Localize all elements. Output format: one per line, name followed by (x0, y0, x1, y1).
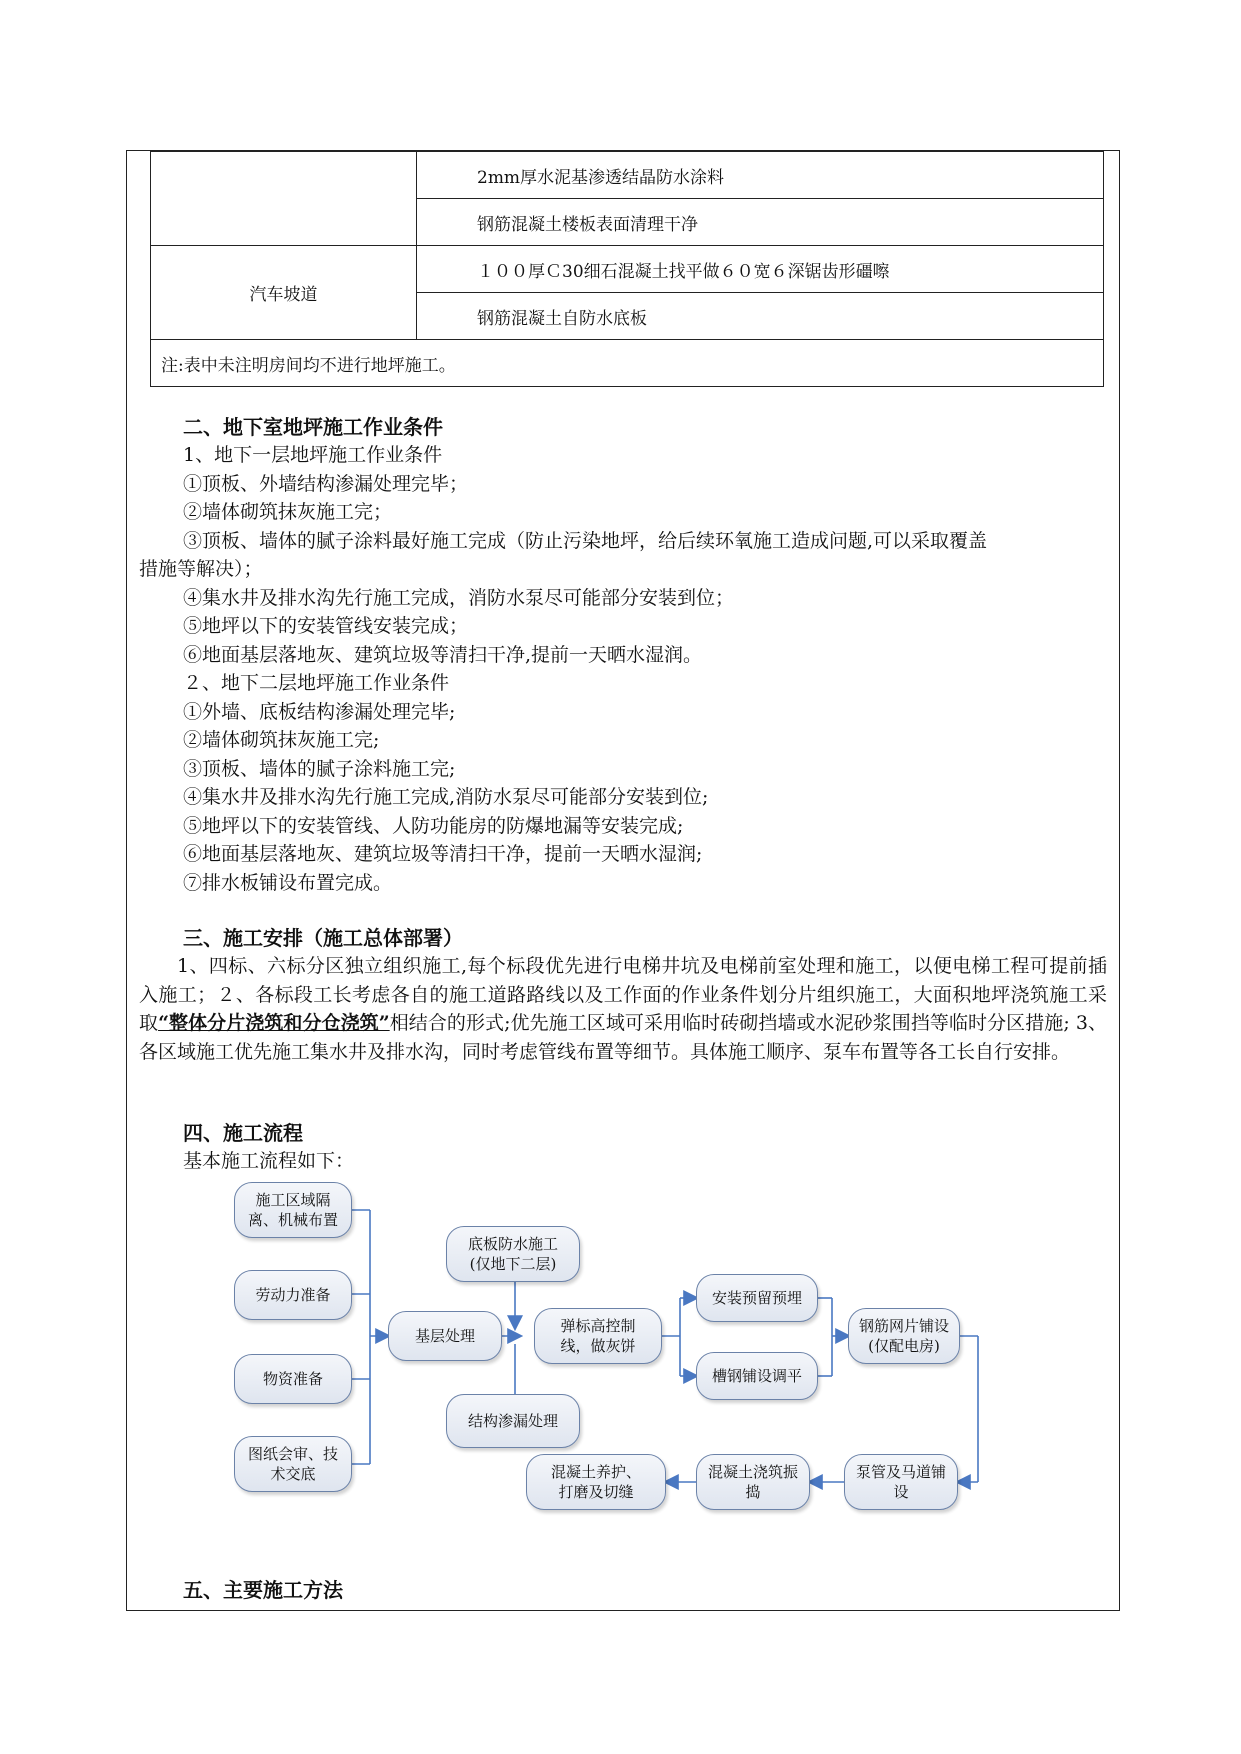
condition-item: ①外墙、底板结构渗漏处理完毕; (183, 701, 456, 723)
condition-item: ②墙体砌筑抹灰施工完； (183, 501, 393, 523)
flow-node-curing: 混凝土养护、 打磨及切缝 (526, 1454, 666, 1510)
table-cell-right: 钢筋混凝土自防水底板 (417, 293, 1104, 340)
section5-title: 五、主要施工方法 (183, 1578, 343, 1602)
table-cell-right: 2mm厚水泥基渗透结晶防水涂料 (417, 152, 1104, 199)
condition-item: ⑤地坪以下的安装管线安装完成； (183, 615, 469, 637)
table-row (151, 246, 1104, 293)
flow-node-bottom-waterproof: 底板防水施工 (仅地下二层) (446, 1226, 580, 1282)
flow-node-drawing-review: 图纸会审、技 术交底 (234, 1436, 352, 1492)
table-row (151, 340, 1104, 387)
flow-node-materials: 物资准备 (234, 1354, 352, 1404)
section2-title: 二、地下室地坪施工作业条件 (183, 415, 443, 439)
section2-sub2: ２、地下二层地坪施工作业条件 (183, 672, 450, 694)
spec-table (150, 151, 1104, 387)
flow-node-embedded-install: 安装预留预埋 (696, 1274, 818, 1322)
condition-item: ④集水井及排水沟先行施工完成,消防水泵尽可能部分安装到位; (183, 786, 709, 808)
table-cell-right: 钢筋混凝土楼板表面清理干净 (417, 199, 1104, 246)
table-cell-left: 汽车坡道 (151, 246, 417, 340)
condition-item: ①顶板、外墙结构渗漏处理完毕； (183, 473, 469, 495)
flow-node-base-treatment: 基层处理 (388, 1311, 502, 1361)
section3-text-before: 1、四标、六标分区独立组织施工,每个标段优先进行电梯井坑及电梯前室处理和施工，以便电梯工程可提前插入施工；２、各标段工长考虑各自的施工道路路线以及工作面的作业条件划分片组织施工，大面积地坪浇筑施工采取 (139, 955, 1107, 1034)
section3-text-after: 相结合的形式;优先施工区域可采用临时砖砌挡墙或水泥砂浆围挡等临时分区措施; 3、各区域施工优先施工集水井及排水沟，同时考虑管线布置等细节。具体施工顺序、泵车布置等各工长自行安排。 (139, 1012, 1107, 1063)
condition-item: ④集水井及排水沟先行施工完成，消防水泵尽可能部分安装到位； (183, 587, 735, 609)
table-row (151, 152, 1104, 199)
flow-node-pump-pipe: 泵管及马道铺 设 (844, 1454, 958, 1510)
flow-node-rebar-mesh: 钢筋网片铺设 (仅配电房) (848, 1308, 960, 1364)
flow-node-leak-treatment: 结构渗漏处理 (446, 1394, 580, 1448)
condition-item: ⑤地坪以下的安装管线、人防功能房的防爆地漏等安装完成; (183, 815, 684, 837)
table-note: 注:表中未注明房间均不进行地坪施工。 (151, 340, 1104, 387)
table-cell-left (151, 152, 417, 246)
condition-item: ⑦排水板铺设布置完成。 (183, 872, 393, 894)
condition-item: ②墙体砌筑抹灰施工完; (183, 729, 380, 751)
flow-node-elevation-lines: 弹标高控制 线，做灰饼 (534, 1308, 662, 1364)
flow-node-labor: 劳动力准备 (234, 1270, 352, 1320)
condition-item: ⑥地面基层落地灰、建筑垃圾等清扫干净,提前一天晒水湿润。 (183, 644, 703, 666)
condition-item: ⑥地面基层落地灰、建筑垃圾等清扫干净，提前一天晒水湿润; (183, 843, 703, 865)
condition-item: ③顶板、墙体的腻子涂料施工完; (183, 758, 456, 780)
flow-node-zone-isolation: 施工区域隔 离、机械布置 (234, 1182, 352, 1238)
section4-intro: 基本施工流程如下： (183, 1150, 355, 1172)
section3-paragraph (139, 952, 1107, 1066)
section3-title: 三、施工安排（施工总体部署） (183, 926, 463, 950)
condition-item: 措施等解决）； (139, 558, 263, 580)
section2-sub1: 1、地下一层地坪施工作业条件 (183, 444, 443, 466)
condition-item: ③顶板、墙体的腻子涂料最好施工完成（防止污染地坪，给后续环氧施工造成问题,可以采取覆盖 (183, 530, 988, 552)
flow-node-channel-steel: 槽钢铺设调平 (696, 1352, 818, 1400)
table-cell-right: １００厚Ｃ30细石混凝土找平做６０宽６深锯齿形礓嚓 (417, 246, 1104, 293)
section3-highlight: “整体分片浇筑和分仓浇筑” (158, 1012, 390, 1034)
section4-title: 四、施工流程 (183, 1121, 303, 1145)
flow-node-concrete-pour: 混凝土浇筑振 捣 (696, 1454, 810, 1510)
